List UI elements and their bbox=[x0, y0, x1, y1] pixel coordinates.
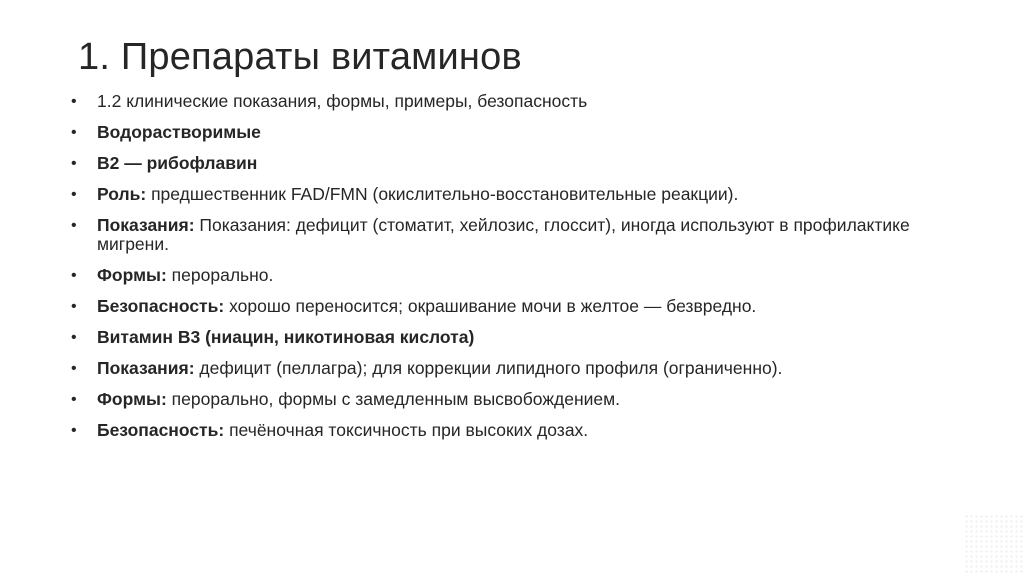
item-bold-text: Водорастворимые bbox=[97, 122, 261, 142]
item-bold-text: Безопасность: bbox=[97, 420, 225, 440]
item-bold-text: Показания: bbox=[97, 215, 195, 235]
slide-title: 1. Препараты витаминов bbox=[78, 36, 522, 78]
list-item bbox=[70, 328, 950, 347]
item-text: хорошо переносится; окрашивание мочи в желтое — безвредно. bbox=[224, 296, 757, 316]
item-text: дефицит (пеллагра); для коррекции липидного профиля (ограниченно). bbox=[194, 358, 783, 378]
item-bold-text: Витамин B3 (ниацин, никотиновая кислота) bbox=[97, 327, 475, 347]
list-item bbox=[70, 297, 950, 316]
decorative-dot-pattern bbox=[964, 514, 1024, 574]
item-bold-text: B2 — рибофлавин bbox=[97, 153, 258, 173]
bullet-dot-icon: • bbox=[71, 329, 77, 346]
list-item bbox=[70, 123, 950, 142]
list-item bbox=[70, 185, 950, 204]
list-item bbox=[70, 154, 950, 173]
bullet-dot-icon: • bbox=[71, 298, 77, 315]
item-text: Показания: дефицит (стоматит, хейлозис, глоссит), иногда используют в профилактике мигрени. bbox=[97, 215, 910, 254]
item-text: печёночная токсичность при высоких дозах. bbox=[224, 420, 589, 440]
bullet-dot-icon: • bbox=[71, 391, 77, 408]
bullet-dot-icon: • bbox=[71, 186, 77, 203]
item-bold-text: Показания: bbox=[97, 358, 195, 378]
item-bold-text: Безопасность: bbox=[97, 296, 225, 316]
item-text: перорально, формы с замедленным высвобождением. bbox=[166, 389, 621, 409]
bullet-dot-icon: • bbox=[71, 422, 77, 439]
list-item bbox=[70, 266, 950, 285]
bullet-dot-icon: • bbox=[71, 267, 77, 284]
item-bold-text: Формы: bbox=[97, 389, 167, 409]
list-item bbox=[70, 359, 950, 378]
bullet-dot-icon: • bbox=[71, 124, 77, 141]
item-text: 1.2 клинические показания, формы, примеры, безопасность bbox=[97, 91, 588, 111]
bullet-dot-icon: • bbox=[71, 360, 77, 377]
bullet-dot-icon: • bbox=[71, 155, 77, 172]
item-text: перорально. bbox=[166, 265, 274, 285]
list-item bbox=[70, 390, 950, 409]
item-text: предшественник FAD/FMN (окислительно-восстановительные реакции). bbox=[146, 184, 739, 204]
list-item bbox=[70, 92, 950, 111]
bullet-dot-icon: • bbox=[71, 93, 77, 110]
item-bold-text: Роль: bbox=[97, 184, 147, 204]
list-item bbox=[70, 216, 950, 254]
item-bold-text: Формы: bbox=[97, 265, 167, 285]
list-item bbox=[70, 421, 950, 440]
bullet-dot-icon: • bbox=[71, 217, 77, 234]
bullet-list bbox=[70, 92, 950, 452]
